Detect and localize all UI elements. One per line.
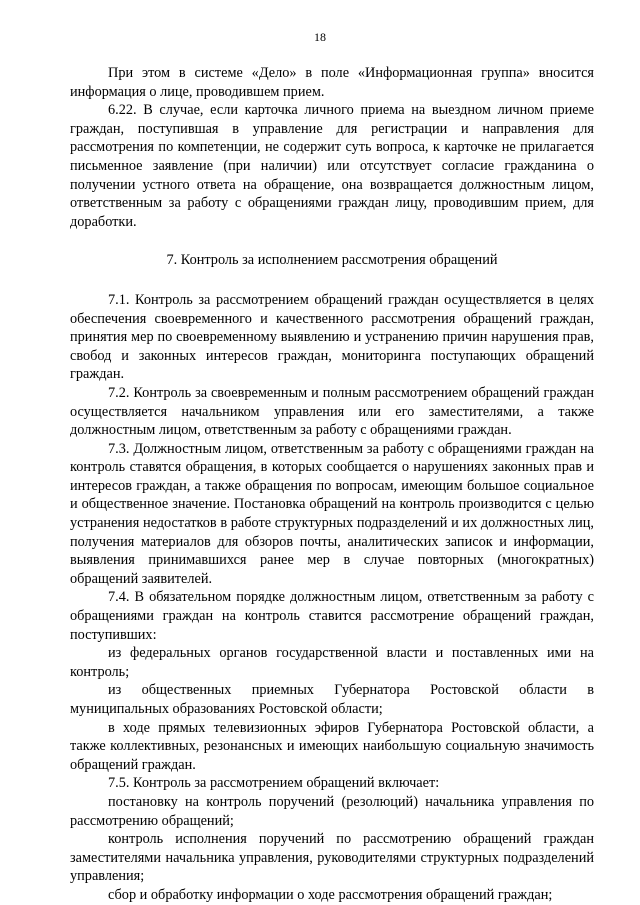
list-item-execution-control: контроль исполнения поручений по рассмотрению обращений граждан заместителями начальника управления, руководителями структурных подразделений управления;: [70, 831, 594, 885]
list-item-public-reception: из общественных приемных Губернатора Ростовской области в муниципальных образованиях Ростовской области;: [70, 682, 594, 717]
paragraph-6-22: 6.22. В случае, если карточка личного приема на выездном личном приеме граждан, поступившая в управление для регистрации и направления для рассмотрения по компетенции, не содержит суть вопроса, к карточке не прилагается письменное заявление (при наличии) или отсутствует согласие гражданина о получении устного ответа на обращение, она возвращается должностным лицом, ответственным за работу с обращениями граждан лицу, проводившим прием, для доработки.: [70, 102, 594, 230]
paragraph-delo-info: При этом в системе «Дело» в поле «Информационная группа» вносится информация о лице, проводившем прием.: [70, 65, 594, 100]
document-body: [70, 64, 594, 905]
list-item-tv-broadcasts: в ходе прямых телевизионных эфиров Губернатора Ростовской области, а также коллективных, резонансных и имеющих наибольшую социальную значимость обращений граждан.: [70, 719, 594, 773]
list-item-info-collection: сбор и обработку информации о ходе рассмотрения обращений граждан;: [108, 886, 553, 903]
list-item-federal-bodies: из федеральных органов государственной власти и поставленных ими на контроль;: [70, 645, 594, 680]
paragraph-7-5: 7.5. Контроль за рассмотрением обращений включает:: [108, 775, 440, 792]
section-heading: 7. Контроль за исполнением рассмотрения обращений: [166, 252, 498, 269]
paragraph-7-3: 7.3. Должностным лицом, ответственным за работу с обращениями граждан на контроль ставятся обращения, в которых сообщается о нарушениях законных прав и интересов граждан, а также обращения по вопросам, имеющим большое социальное и общественное значение. Постановка обращений на контроль производится с целью устранения недостатков в работе структурных подразделений и их должностных лиц, получения материалов для обзоров почты, аналитических записок и информации, выявления принимавшихся ранее мер в случае повторных (многократных) обращений заявителей.: [70, 440, 594, 587]
paragraph-7-1: 7.1. Контроль за рассмотрением обращений граждан осуществляется в целях обеспечения своевременного и качественного рассмотрения обращений граждан, принятия мер по своевременному выявлению и устранению причин нарушения прав, свобод и законных интересов граждан, мониторинга поступающих обращений граждан.: [70, 291, 594, 383]
page-number: 18: [314, 30, 326, 44]
paragraph-7-2: 7.2. Контроль за своевременным и полным рассмотрением обращений граждан осуществляется начальником управления или его заместителями, а также должностным лицом, ответственным за работу с обращениями граждан.: [70, 384, 594, 439]
list-item-setting-control: постановку на контроль поручений (резолюций) начальника управления по рассмотрению обращений;: [70, 793, 594, 829]
paragraph-7-4: 7.4. В обязательном порядке должностным лицом, ответственным за работу с обращениями граждан на контроль ставится рассмотрение обращений граждан, поступивших:: [70, 589, 594, 643]
